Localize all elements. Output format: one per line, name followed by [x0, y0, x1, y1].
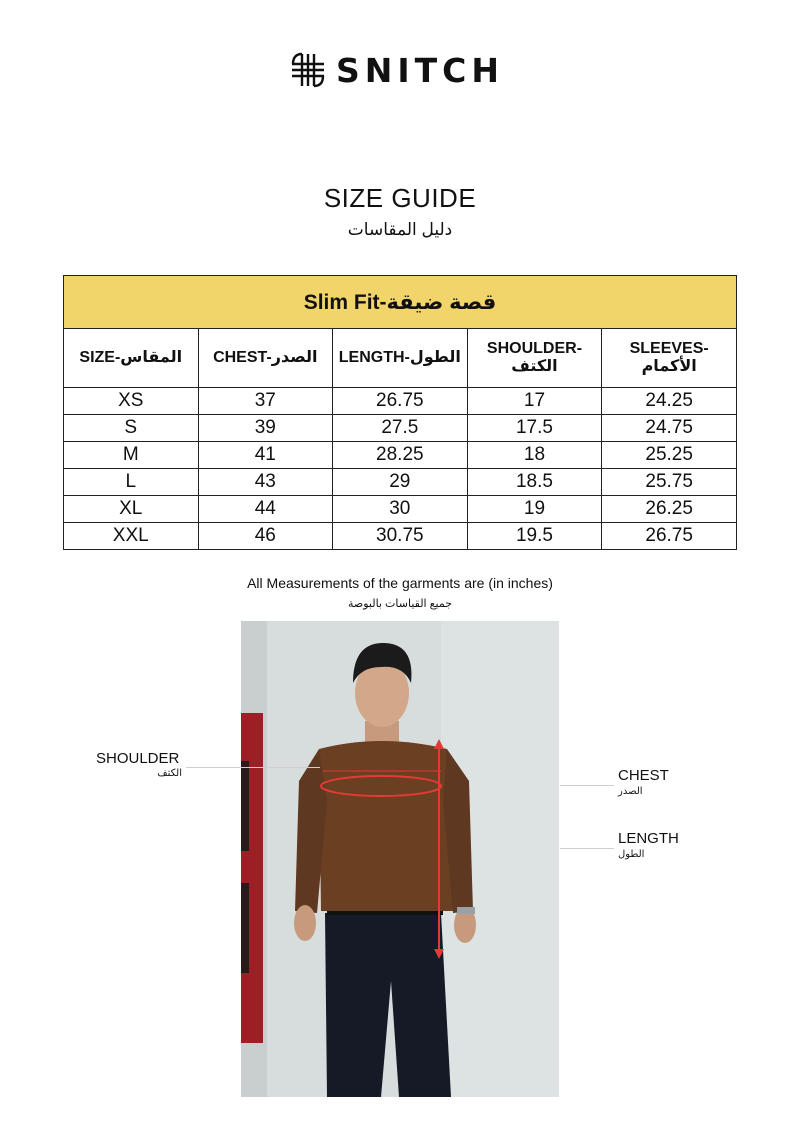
cell-shoulder: 17.5 [467, 415, 602, 442]
cell-sleeves: 25.25 [602, 442, 737, 469]
length-label-arabic: الطول [618, 849, 645, 860]
cell-size: XXL [64, 523, 199, 550]
cell-length: 27.5 [333, 415, 468, 442]
col-header-chest-ar: الصدر [271, 349, 318, 366]
col-header-sleeves [602, 329, 737, 388]
cell-shoulder: 19 [467, 496, 602, 523]
cell-sleeves: 25.75 [602, 469, 737, 496]
cell-shoulder: 18.5 [467, 469, 602, 496]
table-row [64, 415, 737, 442]
column-header-row [64, 329, 737, 388]
cell-length: 29 [333, 469, 468, 496]
cell-size: M [64, 442, 199, 469]
shoulder-label: SHOULDER [96, 750, 180, 767]
col-header-chest-en: CHEST- [213, 349, 272, 366]
cell-sleeves: 24.75 [602, 415, 737, 442]
cell-chest: 41 [198, 442, 333, 469]
snitch-logo-icon [290, 52, 326, 88]
cell-chest: 43 [198, 469, 333, 496]
cell-size: S [64, 415, 199, 442]
cell-shoulder: 18 [467, 442, 602, 469]
cell-sleeves: 26.75 [602, 523, 737, 550]
table-row [64, 496, 737, 523]
chest-label-arabic: الصدر [618, 786, 643, 797]
cell-sleeves: 26.25 [602, 496, 737, 523]
model-photo [241, 621, 559, 1097]
measurement-note-arabic: جميع القياسات بالبوصة [347, 598, 453, 610]
col-header-shoulder-en: SHOULDER- [486, 340, 583, 357]
cell-size: XL [64, 496, 199, 523]
col-header-shoulder [467, 329, 602, 388]
col-header-size [64, 329, 199, 388]
length-label: LENGTH [618, 830, 679, 847]
cell-size: L [64, 469, 199, 496]
cell-shoulder: 19.5 [467, 523, 602, 550]
table-row [64, 523, 737, 550]
cell-chest: 44 [198, 496, 333, 523]
col-header-shoulder-ar: الكتف [511, 358, 558, 375]
cell-chest: 39 [198, 415, 333, 442]
table-row [64, 469, 737, 496]
cell-size: XS [64, 388, 199, 415]
table-row [64, 442, 737, 469]
col-header-chest [198, 329, 333, 388]
col-header-sleeves-en: SLEEVES- [629, 340, 709, 357]
col-header-length [333, 329, 468, 388]
brand-logo [290, 50, 504, 90]
cell-sleeves: 24.25 [602, 388, 737, 415]
chest-label: CHEST [618, 767, 669, 784]
chest-leader-line [560, 785, 614, 786]
col-header-length-ar: الطول [409, 349, 461, 366]
page-subtitle-arabic: دليل المقاسات [347, 220, 453, 239]
cell-chest: 37 [198, 388, 333, 415]
col-header-sleeves-ar: الأكمام [641, 358, 697, 375]
cell-length: 28.25 [333, 442, 468, 469]
shoulder-leader-line [186, 767, 320, 768]
fit-header-row [64, 276, 737, 329]
length-leader-line [560, 848, 614, 849]
cell-length: 26.75 [333, 388, 468, 415]
fit-label: Slim Fit-قصة ضيقة [64, 276, 737, 329]
cell-shoulder: 17 [467, 388, 602, 415]
table-row [64, 388, 737, 415]
brand-name: SNITCH [336, 50, 505, 90]
col-header-size-ar: المقاس [120, 349, 183, 366]
size-table [63, 275, 737, 550]
shoulder-label-arabic: الكتف [157, 768, 182, 779]
cell-length: 30.75 [333, 523, 468, 550]
cell-chest: 46 [198, 523, 333, 550]
measurement-note: All Measurements of the garments are (in inches) [247, 575, 553, 591]
col-header-size-en: SIZE- [79, 349, 121, 366]
cell-length: 30 [333, 496, 468, 523]
page-title: SIZE GUIDE [323, 183, 477, 213]
col-header-length-en: LENGTH- [338, 349, 410, 366]
